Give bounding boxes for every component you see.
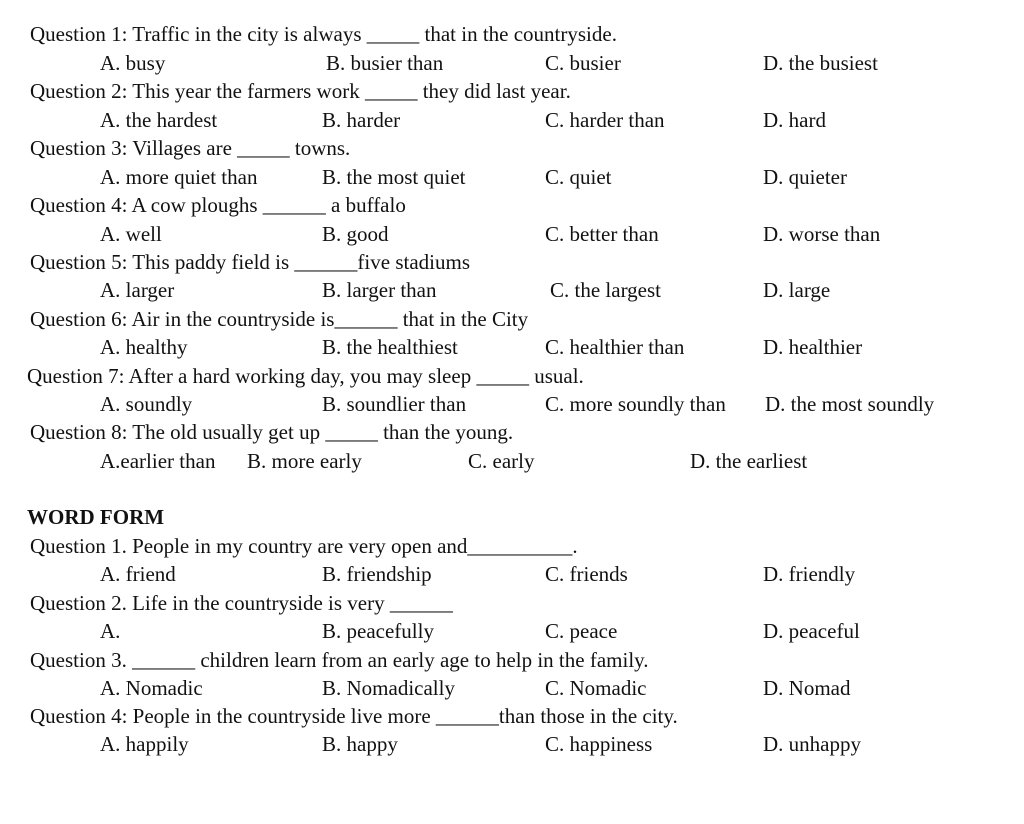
option-a: A. friend [100,562,176,586]
option-d: D. hard [763,108,826,132]
question-stem: Question 7: After a hard working day, you may sleep _____ usual. [27,364,584,388]
option-a: A. soundly [100,392,193,416]
option-d: D. the busiest [763,51,878,75]
option-c: C. early [468,449,535,473]
option-c: C. happiness [545,732,653,756]
option-a: A. busy [100,51,166,75]
option-b: B. friendship [322,562,432,586]
question-stem: Question 1. People in my country are very open and__________. [30,534,578,558]
option-c: C. healthier than [545,335,685,359]
option-b: B. the most quiet [322,165,466,189]
option-c: C. busier [545,51,621,75]
option-d: D. Nomad [763,676,851,700]
option-d: D. unhappy [763,732,861,756]
question-stem: Question 2. Life in the countryside is very ______ [30,591,453,615]
question-stem: Question 1: Traffic in the city is always _____ that in the countryside. [30,22,617,46]
option-a: A. healthy [100,335,188,359]
option-d: D. large [763,278,831,302]
question-stem: Question 4: A cow ploughs ______ a buffalo [30,193,406,217]
option-a: A.earlier than [100,449,216,473]
option-b: B. happy [322,732,398,756]
option-d: D. friendly [763,562,856,586]
option-b: B. the healthiest [322,335,458,359]
option-a: A. Nomadic [100,676,203,700]
question-stem: Question 3. ______ children learn from an early age to help in the family. [30,648,649,672]
question-stem: Question 2: This year the farmers work _____ they did last year. [30,79,571,103]
option-d: D. healthier [763,335,863,359]
option-c: C. more soundly than [545,392,726,416]
option-b: B. peacefully [322,619,434,643]
question-stem: Question 8: The old usually get up _____ than the young. [30,420,514,444]
option-c: C. Nomadic [545,676,647,700]
option-b: B. good [322,222,389,246]
option-b: B. harder [322,108,401,132]
option-c: C. friends [545,562,628,586]
question-stem: Question 4: People in the countryside live more ______than those in the city. [30,704,678,728]
option-b: B. more early [247,449,362,473]
option-c: C. harder than [545,108,665,132]
option-c: C. the largest [550,278,662,302]
option-c: C. better than [545,222,659,246]
option-b: B. larger than [322,278,437,302]
section-heading: WORD FORM [27,505,165,529]
option-a: A. well [100,222,162,246]
option-c: C. quiet [545,165,612,189]
option-b: B. Nomadically [322,676,455,700]
option-d: D. quieter [763,165,847,189]
option-b: B. soundlier than [322,392,467,416]
option-d: D. peaceful [763,619,860,643]
option-b: B. busier than [326,51,444,75]
question-stem: Question 3: Villages are _____ towns. [30,136,351,160]
option-d: D. worse than [763,222,881,246]
option-d: D. the earliest [690,449,808,473]
question-stem: Question 6: Air in the countryside is______ that in the City [30,307,529,331]
option-a: A. happily [100,732,189,756]
question-stem: Question 5: This paddy field is ______five stadiums [30,250,470,274]
option-a: A. more quiet than [100,165,258,189]
option-d: D. the most soundly [765,392,935,416]
option-c: C. peace [545,619,618,643]
option-a: A. [100,619,121,643]
option-a: A. the hardest [100,108,218,132]
option-a: A. larger [100,278,175,302]
